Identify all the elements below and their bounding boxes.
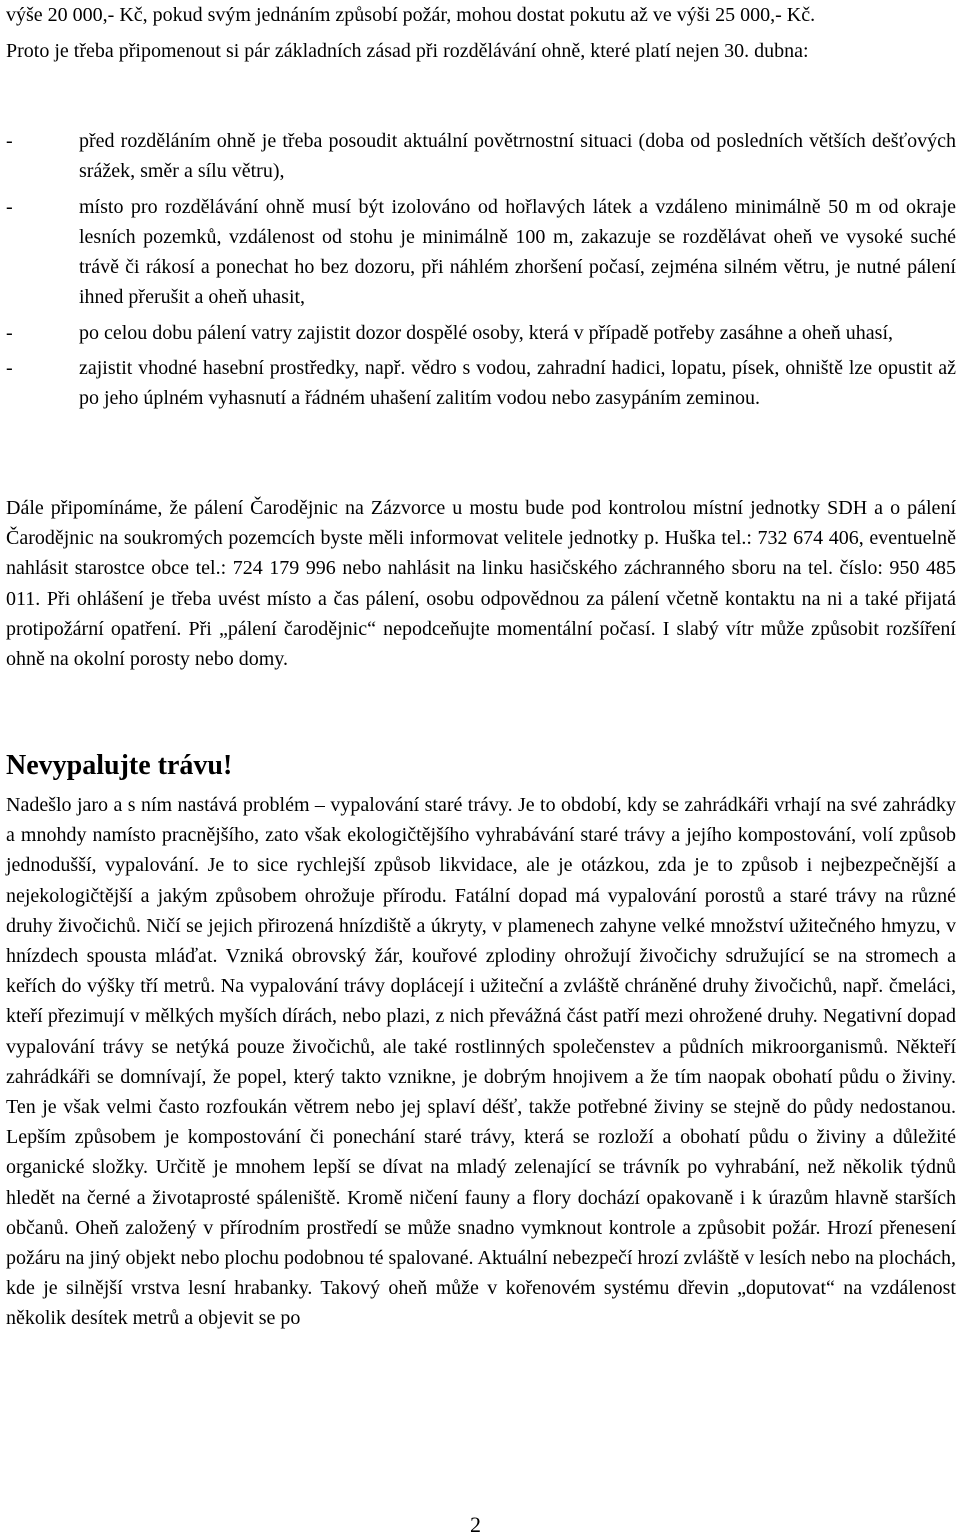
- list-bullet: -: [6, 130, 13, 152]
- list-item-text: po celou dobu pálení vatry zajistit dozor dospělé osoby, která v případě potřeby zasáhne a oheň uhasí,: [79, 322, 894, 344]
- list-item: [6, 192, 956, 312]
- list-item-text: před rozděláním ohně je třeba posoudit aktuální povětrnostní situaci (doba od posledních větších dešťových srážek, směr a sílu větru),: [79, 130, 956, 182]
- list-item: [6, 318, 956, 348]
- list-item: [6, 353, 956, 413]
- list-item-text: místo pro rozdělávání ohně musí být izolováno od hořlavých látek a vzdáleno minimálně 50 m od okraje lesních pozemků, vzdálenost od stohu je minimálně 100 m, zakazuje se rozdělávat oheň ve vysoké suché trávě či rákosí a ponechat ho bez dozoru, při náhlém zhoršení počasí, zejména silném větru, je nutné pálení ihned přerušit a oheň uhasit,: [79, 196, 956, 308]
- witch-burning-paragraph: Dále připomínáme, že pálení Čarodějnic na Zázvorce u mostu bude pod kontrolou místní jednotky SDH a o pálení Čarodějnic na soukromých pozemcích byste měli informovat velitele jednotky p. Huška tel.: 732 674 406, eventuelně nahlásit starostce obce tel.: 724 179 996 nebo nahlásit na linku hasičského záchranného sboru na tel. číslo: 950 485 011. Při ohlášení je třeba uvést místo a čas pálení, osobu odpovědnou za pálení včetně kontaktu na ni a také přijatá protipožární opatření. Při „pálení čarodějnic“ nepodceňujte momentální počasí. I slabý vítr může způsobit rozšíření ohně na okolní porosty nebo domy.: [6, 497, 956, 671]
- fire-rules-list: [6, 99, 956, 413]
- list-bullet: -: [6, 357, 13, 379]
- witch-burning-paragraph-section: [6, 493, 956, 674]
- page-number: 2: [470, 1512, 481, 1537]
- intro-section: [6, 0, 956, 66]
- intro-fine-paragraph: výše 20 000,- Kč, pokud svým jednáním způsobí požár, mohou dostat pokutu až ve výši 25 000,- Kč.: [6, 4, 816, 26]
- list-bullet: -: [6, 196, 13, 218]
- list-bullet: -: [6, 322, 13, 344]
- grass-burning-paragraph: Nadešlo jaro a s ním nastává problém – vypalování staré trávy. Je to období, kdy se zahrádkáři vrhají na své zahrádky a mnohdy namísto pracnějšího, zato však ekologičtějšího vyhrabávání staré trávy a jejího kompostování, volí způsob jednodušší, vypalování. Je to sice rychlejší způsob likvidace, ale je otázkou, zda je to způsob i nejbezpečnější a nejekologičtější a jakým způsobem ohrožuje přírodu. Fatální dopad má vypalování porostů a staré trávy na různé druhy živočichů. Ničí se jejich přirozená hnízdiště a úkryty, v plamenech zahyne velké množství užitečného hmyzu, v hnízdech spousta mláďat. Vzniká obrovský žár, kouřové zplodiny ohrožují živočichy sdružující se na stromech a keřích do výšky tří metrů. Na vypalování trávy doplácejí i užiteční a zvláště chráněné druhy živočichů, např. čmeláci, kteří přezimují v mělkých myších dírách, nebo plazi, z nich převážná část patří mezi ohrožené druhy. Negativní dopad vypalování trávy se netýká pouze živočichů, ale také rostlinných společenstev a půdních mikroorganismů. Někteří zahrádkáři se domnívají, že popel, který takto vznikne, je dobrým hnojivem a že tím naopak obohatí půdu o živiny. Ten je však velmi často rozfoukán větrem nebo jej splaví déšť, takže potřebné živiny se stejně do půdy nedostanou. Lepším způsobem je kompostování či ponechání staré trávy, která se rozloží a obohatí půdu o živiny a důležité organické složky. Určitě je mnohem lepší se dívat na mladý zelenající se trávník po vyhrabání, než několik týdnů hledět na černé a životaprosté spáleniště. Kromě ničení fauny a flory dochází opakovaně i k úrazům hlavně starších občanů. Oheň založený v přírodním prostředí se může snadno vymknout kontrole a způsobit požár. Hrozí přenesení požáru na jiný objekt nebo plochu podobnou té spalované. Aktuální nebezpečí hrozí zvláště v lesích nebo na plochách, kde je silnější vrstva lesní hrabanky. Takový oheň může v kořenovém systému dřevin „doputovat“ na vzdálenost několik desítek metrů a objevit se po: [6, 794, 956, 1330]
- grass-burning-section: [6, 790, 956, 1334]
- list-item: [6, 126, 956, 186]
- intro-rules-lead: Proto je třeba připomenout si pár základních zásad při rozdělávání ohně, které platí nejen 30. dubna:: [6, 40, 809, 62]
- list-item-text: zajistit vhodné hasební prostředky, např. vědro s vodou, zahradní hadici, lopatu, písek, ohniště lze opustit až po jeho úplném vyhasnutí a řádném uhašení zalitím vodou nebo zasypáním zeminou.: [79, 357, 956, 409]
- section-heading: Nevypalujte trávu!: [6, 750, 233, 781]
